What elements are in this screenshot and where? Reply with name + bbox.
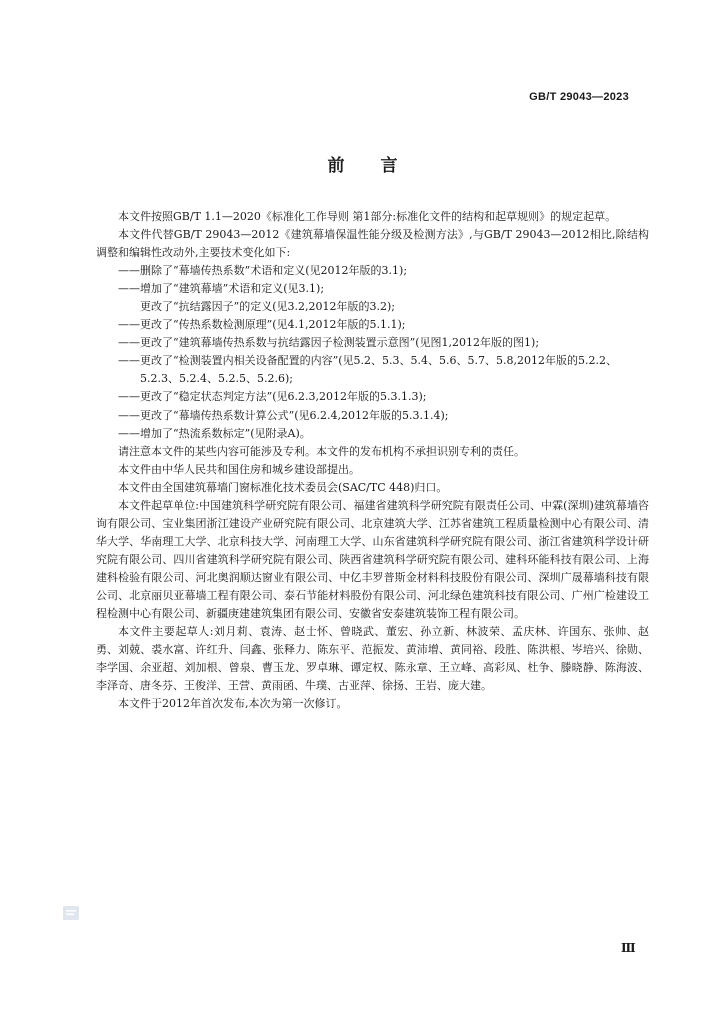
standard-code: GB/T 29043—2023 [529, 91, 629, 103]
change-item: ——增加了“热流系数标定”(见附录A)。 [118, 426, 311, 440]
change-item: ——更改了“传热系数检测原理”(见4.1,2012年版的5.1.1); [118, 318, 406, 332]
change-item-continuation: 5.2.3、5.2.4、5.2.5、5.2.6); [140, 372, 293, 386]
foreword-body [96, 208, 649, 713]
paragraph-committee: 本文件由全国建筑幕墙门窗标准化技术委员会(SAC/TC 448)归口。 [118, 480, 448, 494]
paragraph-history: 本文件于2012年首次发布,本次为第一次修订。 [118, 697, 348, 711]
change-item: ——增加了“建筑幕墙”术语和定义(见3.1); [118, 282, 325, 296]
page-number: Ⅲ [621, 941, 636, 955]
paragraph-replacement: 本文件代替GB/T 29043—2012《建筑幕墙保温性能分级及检测方法》,与GB/T 29043—2012相比,除结构调整和编辑性改动外,主要技术变化如下: [96, 228, 649, 260]
paragraph-drafting-rules: 本文件按照GB/T 1.1—2020《标准化工作导则 第1部分:标准化文件的结构和起草规则》的规定起草。 [118, 210, 617, 223]
change-item: ——删除了“幕墙传热系数”术语和定义(见2012年版的3.1); [118, 264, 408, 278]
change-item: ——更改了“幕墙传热系数计算公式”(见6.2.4,2012年版的5.3.1.4); [118, 408, 449, 422]
paragraph-proposer: 本文件由中华人民共和国住房和城乡建设部提出。 [118, 462, 360, 476]
change-item: 更改了“抗结露因子”的定义(见3.2,2012年版的3.2); [140, 300, 396, 314]
change-item: ——更改了“建筑幕墙传热系数与抗结露因子检测装置示意图”(见图1,2012年版的图1); [118, 336, 540, 350]
watermark-icon [62, 904, 80, 922]
change-item: ——更改了“检测装置内相关设备配置的内容”(见5.2、5.3、5.4、5.6、5.7、5.8,2012年版的5.2.2、 [118, 354, 617, 368]
paragraph-drafters: 本文件主要起草人:刘月莉、袁涛、赵士怀、曾晓武、董宏、孙立新、林波荣、孟庆林、许国东、张帅、赵勇、刘兢、裘水富、许红升、闫鑫、张释力、陈东平、范振发、黄沛增、黄同裕、段胜、陈洪根、岑培兴、徐勋、李学国、余亚超、刘加根、曾泉、曹玉龙、罗卓琳、谭定权、陈永章、王立峰、高彩凤、杜争、滕晓静、陈海波、李泽奇、唐冬芬、王俊洋、王营、黄雨函、牛璞、古亚萍、徐扬、王岩、庞大建。 [96, 625, 649, 693]
paragraph-drafting-units: 本文件起草单位:中国建筑科学研究院有限公司、福建省建筑科学研究院有限责任公司、中霖(深圳)建筑幕墙咨询有限公司、宝业集团浙江建设产业研究院有限公司、北京建筑大学、江苏省建筑工程质量检测中心有限公司、清华大学、华南理工大学、北京科技大学、河南理工大学、山东省建筑科学研究院有限公司、浙江省建筑科学设计研究院有限公司、四川省建筑科学研究院有限公司、陕西省建筑科学研究院有限公司、建科环能科技有限公司、上海建科检验有限公司、河北奥润顺达窗业有限公司、中亿丰罗普斯金材料科技股份有限公司、深圳广晟幕墙科技有限公司、北京丽贝亚幕墙工程有限公司、泰石节能材料股份有限公司、河北绿色建筑科技有限公司、广州广检建设工程检测中心有限公司、新疆庚建建筑集团有限公司、安徽省安泰建筑装饰工程有限公司。 [96, 498, 649, 621]
change-item: ——更改了“稳定状态判定方法”(见6.2.3,2012年版的5.3.1.3); [118, 390, 427, 404]
page-title: 前言 [327, 156, 434, 176]
paragraph-patent-notice: 请注意本文件的某些内容可能涉及专利。本文件的发布机构不承担识别专利的责任。 [118, 444, 525, 458]
